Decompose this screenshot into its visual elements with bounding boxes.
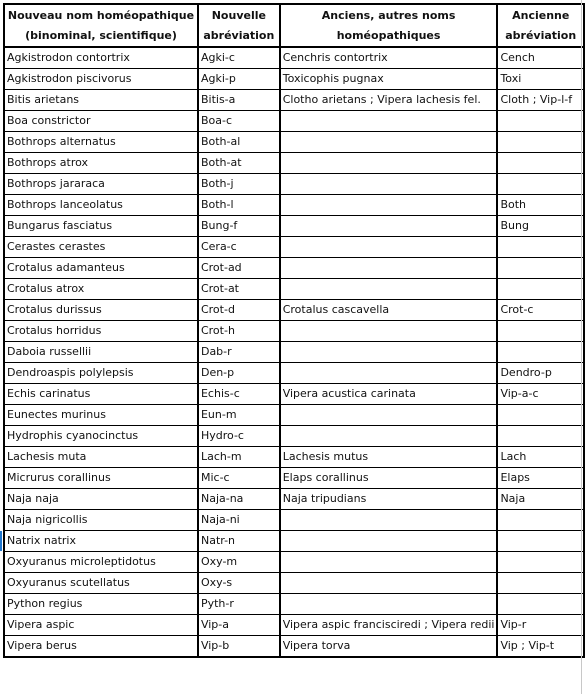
old-names-cell[interactable]: Naja tripudians bbox=[280, 489, 498, 510]
old-abbreviation-cell[interactable] bbox=[497, 552, 584, 573]
table-row bbox=[4, 216, 584, 237]
header-old-abbreviation[interactable]: Ancienne abréviation bbox=[497, 4, 584, 47]
old-names-cell[interactable] bbox=[280, 342, 498, 363]
new-name-cell[interactable]: Hydrophis cyanocinctus bbox=[4, 426, 198, 447]
new-name-cell[interactable]: Vipera aspic bbox=[4, 615, 198, 636]
table-row bbox=[4, 405, 584, 426]
table-row bbox=[4, 531, 584, 552]
old-names-cell[interactable] bbox=[280, 552, 498, 573]
old-abbreviation-cell[interactable]: Dendro-p bbox=[497, 363, 584, 384]
table-row bbox=[4, 153, 584, 174]
table-row bbox=[4, 69, 584, 90]
new-abbreviation-cell[interactable]: Both-at bbox=[198, 153, 280, 174]
table-row bbox=[4, 195, 584, 216]
new-name-cell[interactable]: Vipera berus bbox=[4, 636, 198, 658]
table-row bbox=[4, 615, 584, 636]
new-abbreviation-cell[interactable]: Naja-ni bbox=[198, 510, 280, 531]
table-row bbox=[4, 636, 584, 658]
old-names-cell[interactable] bbox=[280, 153, 498, 174]
new-abbreviation-cell[interactable]: Both-al bbox=[198, 132, 280, 153]
table-row bbox=[4, 510, 584, 531]
old-names-cell[interactable] bbox=[280, 216, 498, 237]
active-row-marker bbox=[0, 531, 2, 551]
new-abbreviation-cell[interactable]: Cera-c bbox=[198, 237, 280, 258]
table-row bbox=[4, 47, 584, 69]
new-name-cell[interactable]: Bothrops jararaca bbox=[4, 174, 198, 195]
table-body bbox=[4, 47, 584, 657]
old-abbreviation-cell[interactable]: Vip ; Vip-t bbox=[497, 636, 584, 658]
header-row bbox=[4, 4, 584, 47]
old-names-cell[interactable] bbox=[280, 174, 498, 195]
old-names-cell[interactable]: Cenchris contortrix bbox=[280, 47, 498, 69]
old-names-cell[interactable] bbox=[280, 405, 498, 426]
old-names-cell[interactable] bbox=[280, 510, 498, 531]
old-abbreviation-cell[interactable]: Lach bbox=[497, 447, 584, 468]
new-abbreviation-cell[interactable]: Naja-na bbox=[198, 489, 280, 510]
new-abbreviation-cell[interactable]: Both-l bbox=[198, 195, 280, 216]
new-name-cell[interactable]: Crotalus durissus bbox=[4, 300, 198, 321]
new-abbreviation-cell[interactable]: Hydro-c bbox=[198, 426, 280, 447]
new-name-cell[interactable]: Dendroaspis polylepsis bbox=[4, 363, 198, 384]
new-name-cell[interactable]: Bothrops alternatus bbox=[4, 132, 198, 153]
old-names-cell[interactable]: Vipera acustica carinata bbox=[280, 384, 498, 405]
table-row bbox=[4, 552, 584, 573]
table-row bbox=[4, 258, 584, 279]
old-names-cell[interactable] bbox=[280, 237, 498, 258]
new-name-cell[interactable]: Bothrops lanceolatus bbox=[4, 195, 198, 216]
old-abbreviation-cell[interactable] bbox=[497, 405, 584, 426]
old-abbreviation-cell[interactable] bbox=[497, 153, 584, 174]
new-name-cell[interactable]: Crotalus horridus bbox=[4, 321, 198, 342]
table-row bbox=[4, 468, 584, 489]
old-names-cell[interactable]: Vipera aspic francisciredi ; Vipera redii bbox=[280, 615, 498, 636]
new-name-cell[interactable]: Oxyuranus microleptidotus bbox=[4, 552, 198, 573]
old-abbreviation-cell[interactable]: Cloth ; Vip-l-f bbox=[497, 90, 584, 111]
new-abbreviation-cell[interactable]: Natr-n bbox=[198, 531, 280, 552]
new-abbreviation-cell[interactable]: Crot-ad bbox=[198, 258, 280, 279]
new-name-cell[interactable]: Cerastes cerastes bbox=[4, 237, 198, 258]
old-names-cell[interactable]: Elaps corallinus bbox=[280, 468, 498, 489]
new-abbreviation-cell[interactable]: Echis-c bbox=[198, 384, 280, 405]
new-name-cell[interactable]: Crotalus atrox bbox=[4, 279, 198, 300]
old-abbreviation-cell[interactable] bbox=[497, 111, 584, 132]
old-abbreviation-cell[interactable] bbox=[497, 342, 584, 363]
old-names-cell[interactable] bbox=[280, 531, 498, 552]
new-abbreviation-cell[interactable]: Den-p bbox=[198, 363, 280, 384]
new-abbreviation-cell[interactable]: Mic-c bbox=[198, 468, 280, 489]
table-row bbox=[4, 342, 584, 363]
new-name-cell[interactable]: Agkistrodon piscivorus bbox=[4, 69, 198, 90]
table-row bbox=[4, 174, 584, 195]
new-name-cell[interactable]: Bungarus fasciatus bbox=[4, 216, 198, 237]
table-row bbox=[4, 363, 584, 384]
old-abbreviation-cell[interactable]: Both bbox=[497, 195, 584, 216]
old-abbreviation-cell[interactable] bbox=[497, 573, 584, 594]
old-names-cell[interactable] bbox=[280, 279, 498, 300]
table-row bbox=[4, 132, 584, 153]
old-names-cell[interactable] bbox=[280, 111, 498, 132]
new-name-cell[interactable]: Micrurus corallinus bbox=[4, 468, 198, 489]
old-names-cell[interactable] bbox=[280, 363, 498, 384]
header-old-names[interactable]: Anciens, autres noms homéopathiques bbox=[280, 4, 498, 47]
old-abbreviation-cell[interactable]: Crot-c bbox=[497, 300, 584, 321]
old-abbreviation-cell[interactable] bbox=[497, 594, 584, 615]
header-new-name[interactable]: Nouveau nom homéopathique (binominal, scientifique) bbox=[4, 4, 198, 47]
old-abbreviation-cell[interactable] bbox=[497, 279, 584, 300]
table-row bbox=[4, 447, 584, 468]
table-row bbox=[4, 300, 584, 321]
table-row bbox=[4, 111, 584, 132]
new-abbreviation-cell[interactable]: Bitis-a bbox=[198, 90, 280, 111]
new-name-cell[interactable]: Crotalus adamanteus bbox=[4, 258, 198, 279]
new-name-cell[interactable]: Daboia russellii bbox=[4, 342, 198, 363]
new-abbreviation-cell[interactable]: Agki-p bbox=[198, 69, 280, 90]
new-name-cell[interactable]: Natrix natrix bbox=[4, 531, 198, 552]
new-abbreviation-cell[interactable]: Vip-a bbox=[198, 615, 280, 636]
homeopathic-names-table bbox=[3, 3, 585, 658]
new-abbreviation-cell[interactable]: Lach-m bbox=[198, 447, 280, 468]
table-row bbox=[4, 321, 584, 342]
new-abbreviation-cell[interactable]: Eun-m bbox=[198, 405, 280, 426]
old-names-cell[interactable]: Crotalus cascavella bbox=[280, 300, 498, 321]
spreadsheet-table-container bbox=[3, 3, 585, 658]
old-names-cell[interactable]: Lachesis mutus bbox=[280, 447, 498, 468]
old-names-cell[interactable] bbox=[280, 594, 498, 615]
old-names-cell[interactable] bbox=[280, 195, 498, 216]
new-abbreviation-cell[interactable]: Agki-c bbox=[198, 47, 280, 69]
old-names-cell[interactable] bbox=[280, 258, 498, 279]
old-abbreviation-cell[interactable]: Vip-r bbox=[497, 615, 584, 636]
table-row bbox=[4, 426, 584, 447]
old-names-cell[interactable] bbox=[280, 321, 498, 342]
table-row bbox=[4, 573, 584, 594]
header-new-abbreviation[interactable]: Nouvelle abréviation bbox=[198, 4, 280, 47]
old-abbreviation-cell[interactable] bbox=[497, 132, 584, 153]
new-abbreviation-cell[interactable]: Crot-h bbox=[198, 321, 280, 342]
old-names-cell[interactable] bbox=[280, 573, 498, 594]
new-abbreviation-cell[interactable]: Vip-b bbox=[198, 636, 280, 658]
old-abbreviation-cell[interactable]: Elaps bbox=[497, 468, 584, 489]
table-row bbox=[4, 237, 584, 258]
new-name-cell[interactable]: Agkistrodon contortrix bbox=[4, 47, 198, 69]
table-row bbox=[4, 489, 584, 510]
old-names-cell[interactable]: Clotho arietans ; Vipera lachesis fel. bbox=[280, 90, 498, 111]
old-abbreviation-cell[interactable] bbox=[497, 258, 584, 279]
new-name-cell[interactable]: Python regius bbox=[4, 594, 198, 615]
new-abbreviation-cell[interactable]: Both-j bbox=[198, 174, 280, 195]
new-name-cell[interactable]: Bitis arietans bbox=[4, 90, 198, 111]
old-abbreviation-cell[interactable] bbox=[497, 426, 584, 447]
old-names-cell[interactable] bbox=[280, 426, 498, 447]
old-abbreviation-cell[interactable] bbox=[497, 531, 584, 552]
old-names-cell[interactable] bbox=[280, 132, 498, 153]
new-name-cell[interactable]: Naja naja bbox=[4, 489, 198, 510]
table-row bbox=[4, 90, 584, 111]
new-abbreviation-cell[interactable]: Bung-f bbox=[198, 216, 280, 237]
table-row bbox=[4, 279, 584, 300]
adjacent-column-gridline bbox=[581, 0, 585, 694]
new-name-cell[interactable]: Echis carinatus bbox=[4, 384, 198, 405]
old-abbreviation-cell[interactable]: Vip-a-c bbox=[497, 384, 584, 405]
new-abbreviation-cell[interactable]: Crot-d bbox=[198, 300, 280, 321]
old-abbreviation-cell[interactable] bbox=[497, 510, 584, 531]
old-abbreviation-cell[interactable] bbox=[497, 174, 584, 195]
new-name-cell[interactable]: Bothrops atrox bbox=[4, 153, 198, 174]
new-name-cell[interactable]: Boa constrictor bbox=[4, 111, 198, 132]
new-name-cell[interactable]: Oxyuranus scutellatus bbox=[4, 573, 198, 594]
old-abbreviation-cell[interactable]: Toxi bbox=[497, 69, 584, 90]
new-abbreviation-cell[interactable]: Crot-at bbox=[198, 279, 280, 300]
table-row bbox=[4, 594, 584, 615]
new-name-cell[interactable]: Naja nigricollis bbox=[4, 510, 198, 531]
old-abbreviation-cell[interactable]: Naja bbox=[497, 489, 584, 510]
new-abbreviation-cell[interactable]: Oxy-s bbox=[198, 573, 280, 594]
new-abbreviation-cell[interactable]: Dab-r bbox=[198, 342, 280, 363]
new-name-cell[interactable]: Eunectes murinus bbox=[4, 405, 198, 426]
old-abbreviation-cell[interactable] bbox=[497, 321, 584, 342]
new-abbreviation-cell[interactable]: Oxy-m bbox=[198, 552, 280, 573]
table-row bbox=[4, 384, 584, 405]
old-abbreviation-cell[interactable]: Cench bbox=[497, 47, 584, 69]
old-names-cell[interactable]: Vipera torva bbox=[280, 636, 498, 658]
old-names-cell[interactable]: Toxicophis pugnax bbox=[280, 69, 498, 90]
old-abbreviation-cell[interactable]: Bung bbox=[497, 216, 584, 237]
new-abbreviation-cell[interactable]: Pyth-r bbox=[198, 594, 280, 615]
new-abbreviation-cell[interactable]: Boa-c bbox=[198, 111, 280, 132]
new-name-cell[interactable]: Lachesis muta bbox=[4, 447, 198, 468]
old-abbreviation-cell[interactable] bbox=[497, 237, 584, 258]
